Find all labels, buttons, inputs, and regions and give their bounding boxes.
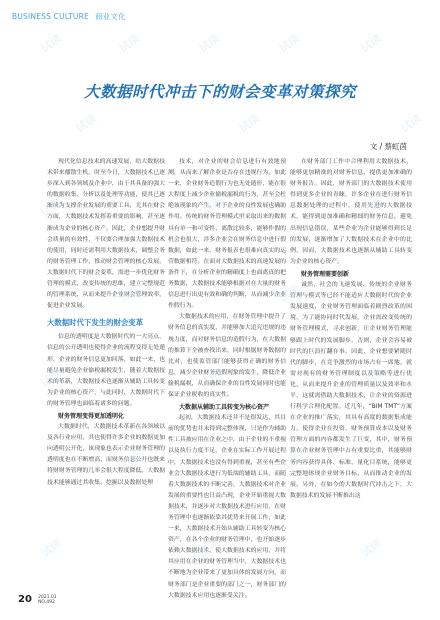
watermark: 试读	[38, 196, 65, 221]
article-author: 文 / 蔡虹茵	[369, 142, 407, 151]
paragraph: 技术，对企业的财会信息进行有效地预测，从而来了解企业是否存在违规行为，如此一来，企业财务造假行为也无处遁形，能在很大程度上减少企业偷税漏税的行为，甚至会杜绝该现象的产生。对于企业的良性发展也确助作用。传统的财务管理模式里采取出来的数据具有单一和可变性，离散比较多，能够作假的机会也很大，涉多企业会在财务信息中进行假数据，如此一来，财务报表也很难向真实的运营数据相符。在面对大数据技术的高速发展的条件下，在分析企业的精确度上也面离真的把务数据，大数据技术能够根据对在大量的财务信息进行出更有效和确的判断，从而减少企业作假行为。	[168, 159, 286, 310]
watermark: 试读	[398, 111, 425, 136]
watermark: 试读	[276, 451, 303, 476]
page-footer	[18, 594, 57, 605]
issue-date: 2021.01	[38, 594, 57, 600]
watermark: 试读	[116, 31, 143, 56]
watermark: 试读	[73, 111, 100, 136]
watermark: 试读	[196, 196, 223, 221]
paragraph: 起初，大数据技术还并不是很发达，其目前的优势也并未得到完整体现，只是作为辅助性工具被应用在企业之中，由于企业的不重视以及执行力度不足，企业在实际工作开展过程中，大数据技术也没有得到重视，甚至有些企业会大数据技术进行为低端的辅助工具，而随着大数据技术的不断完善，大数据技术对企业发展的重要性也日益凸现，企业开始重视大数据技术，并逐步对大数据技术进行应用，在财务管理中也逐渐依靠其优势来开展工作，如此一来，大数据技术开始从辅助工具转变为核心资产，在各个企业的财务管理中，也开始逐步依赖大数据技术，使大数据技术的应用，并将其应用在企业的财务管理当中，大数据技术也不断地为企业带来了更加具体的发展方向，而财务部门是企业重要的部门之一，财务部门的大数据技术应用也逐渐受关注。	[168, 415, 286, 599]
watermark: 试读	[358, 536, 385, 561]
watermark: 试读	[358, 196, 385, 221]
watermark: 试读	[358, 31, 385, 56]
watermark: 试读	[358, 366, 385, 391]
sub-heading: 大数据从辅助工具转变为核心资产	[179, 404, 270, 412]
watermark: 试读	[196, 536, 223, 561]
sub-heading: 财务管理变得更加透明化	[58, 412, 125, 420]
page-number: 20	[18, 594, 32, 605]
watermark: 试读	[116, 281, 143, 306]
watermark: 试读	[196, 31, 223, 56]
section-header-cn: 商业文化	[94, 12, 126, 21]
sub-heading: 财务管理需要创新	[301, 270, 350, 278]
issue-number: NO.492	[38, 599, 55, 605]
column-2	[168, 157, 286, 602]
watermark: 试读	[276, 31, 303, 56]
article-title: 大数据时代冲击下的财会变革对策探究	[83, 83, 356, 101]
column-3	[290, 157, 412, 502]
section-header-en: BUSINESS CULTURE	[12, 12, 89, 21]
watermark: 试读	[38, 366, 65, 391]
paragraph: 大数据时代，大数据技术革新在各领域以及各行业应用，其也使得许多企业的数据更加向透明公开化，该现象也表示企业财务管理的透明度也在不断增高，而财务信息公开也既来将财财务管理的几率会很大程度降低。大数据技术能够通过其收集、挖掘以及数据处理	[47, 424, 165, 486]
watermark: 试读	[276, 281, 303, 306]
watermark: 试读	[38, 536, 65, 561]
watermark: 试读	[196, 366, 223, 391]
paragraph: 现代化信息技术的高速发展，给大数据技术带来播散生机，时至今日，大数据技术已逐步深入到各领域及企业中，由于其具备的强大的数据收集、分析以及处理等功能，使其已逐渐成为支撑企业发展的重要工具，尤其在财会方面，大数据技术发挥着重要的影响，甚至逐渐成为企业的核心资产。因此，企业想提升财会质量的有效性，不仅要合理加强大数据技术的使用，同时还需利用大数据技术，调整会务的财务管理工作，推动财会管理的核心发展。大数据时代下的财会变革，需进一步优化财务管理的模式，改变传统的思维，建立完整规范的管理系统，从而来提升企业财会管理效率，促进企业发展。	[47, 159, 165, 310]
watermark: 试读	[116, 451, 143, 476]
column-1	[47, 157, 165, 489]
paragraph: 大数据技术的应用，在财务管理中提升了财务信息的真实度，并能够加大追究违规的违规力度，而对财务信息的造假行为，在大数据的推算下全被查找出来，同时根据财务数据的比对，也使监管部门能够获得正确的财务信息，减少企业财务造假现象的发生，降低企业偷税漏税，从而确保企业的良性发展同时也能保证企业税收的真实性。	[168, 314, 286, 398]
issue-info	[38, 595, 57, 605]
section-header	[12, 11, 126, 22]
section-heading: 大数据时代下发生的财会变革	[47, 318, 144, 328]
watermark: 试读	[236, 111, 263, 136]
paragraph: 在财务部门工作中合理利用大数据技术，能够更加精准的对财务信息，提供更加准确的财务报告。因此，财务部门的大数据技术使用得到更多企业的青睐，许多企业在进行财务信息数据处理的过程中，使用先进的大数据技术，能得到更加准确和精细的财务信息，避免出现信息错误，某些企业为企业能够得到长足的发展，逐渐增加了大数据技术在企业中的比例，因而，大数据技术也逐渐从辅助工具转变为企业的核心资产。	[290, 159, 412, 265]
watermark: 试读	[38, 31, 65, 56]
paragraph: 信息的透明度是大数据时代的一大亮点，信息的公开透明也使得企业的流程变得无处遁形，企业的财务信息更加回落，如此一来，也能尽量避免企业偷税漏税发生，随着大数据技术的革新，大数据技术也逐渐从辅助工具转变为企业的核心资产，与此同时，大数据时代下的财务管理也面临着诸多的问题。	[47, 334, 165, 407]
paragraph: 诚然，社会的飞速发展，传统的企业财务管理与模式等已经不能适应大数据时代的企业发展速度，企业财务管理面临着剧烈改革的困境，为了能协同时代发展，企业需改变传统的财务管理模式，寻求创新，让企业财务管理能够跟上时代的发展脚步，否则，企业会容易被时代的巨浪打翻在事。因此，企业想要紧随时代的脚步，在竞争激烈的市场占有一席地，就需对现有的财务管理制度以及策略等进行优化，从而来提升企业的管理质量以及效率和水平，这就需借助大数据技术，让企业的资源进行科学合理化配置。近几年，“BIM TMT”方案在企业的推广落实，其具有高度的数据集成能力，使得企业在投资、财务预算成本以及财务管理方面的内容都发生了巨变，其中，财务预算在企业财务管理中占有重要比重，其能够财务内容获得具体、标准、量化目系统，能够更完整地体现企业财务目标，从而推动企业的发展。另外，在如今的大数据时代冲击之下，大数据技术的发展不断推出这	[290, 282, 412, 499]
